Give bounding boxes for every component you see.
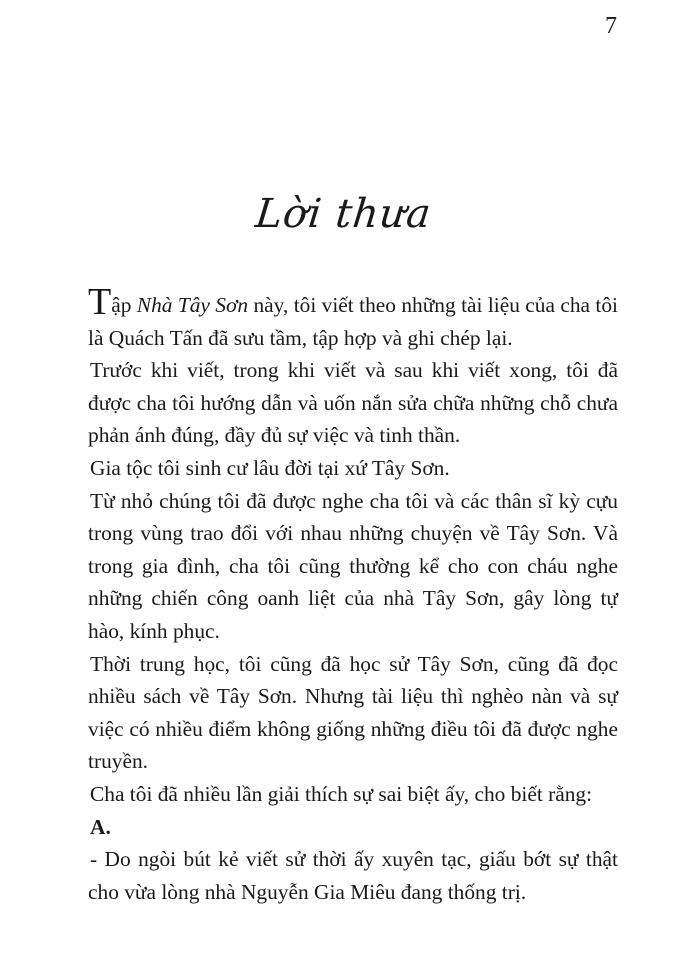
paragraph-3	[88, 452, 618, 485]
paragraph-2-text: Trước khi viết, trong khi viết và sau khi viết xong, tôi đã được cha tôi hướng dẫn và uốn nắn sửa chữa những chỗ chưa phản ánh đúng, đầy đủ sự việc và tinh thần.	[88, 358, 618, 448]
paragraph-6-text: Cha tôi đã nhiều lần giải thích sự sai biệt ấy, cho biết rằng:	[90, 781, 593, 806]
section-label-a: A.	[90, 814, 111, 839]
book-title: Nhà Tây Sơn	[136, 293, 249, 317]
paragraph-5	[88, 648, 618, 778]
paragraph-4	[88, 485, 618, 648]
body-text	[88, 281, 618, 908]
paragraph-7	[88, 811, 618, 844]
chapter-title: Lời thưa	[253, 191, 434, 237]
paragraph-1	[88, 281, 618, 354]
paragraph-1-run-1: ập	[111, 293, 137, 317]
paragraph-4-text: Từ nhỏ chúng tôi đã được nghe cha tôi và các thân sĩ kỳ cựu trong vùng trao đổi với nhau những chuyện về Tây Sơn. Và trong gia đình, cha tôi cũng thường kể cho con cháu nghe những chiến công oanh liệt của nhà Tây Sơn, gây lòng tự hào, kính phục.	[88, 488, 618, 643]
paragraph-8	[88, 843, 618, 908]
dropcap-letter: T	[88, 281, 112, 323]
paragraph-8-text: - Do ngòi bút kẻ viết sử thời ấy xuyên tạc, giấu bớt sự thật cho vừa lòng nhà Nguyễn Gia Miêu đang thống trị.	[88, 847, 618, 904]
paragraph-5-text: Thời trung học, tôi cũng đã học sử Tây Sơn, cũng đã đọc nhiều sách về Tây Sơn. Nhưng tài liệu thì nghèo nàn và sự việc có nhiều điểm không giống những điều tôi đã được nghe truyền.	[88, 651, 618, 774]
paragraph-2	[88, 354, 618, 452]
paragraph-1-run-3: này, tôi viết theo những tài liệu của cha tôi là Quách Tấn đã sưu tầm, tập hợp và ghi chép lại.	[88, 293, 618, 350]
paragraph-6	[88, 778, 618, 811]
paragraph-3-text: Gia tộc tôi sinh cư lâu đời tại xứ Tây Sơn.	[90, 455, 450, 480]
page-number: 7	[605, 13, 617, 39]
